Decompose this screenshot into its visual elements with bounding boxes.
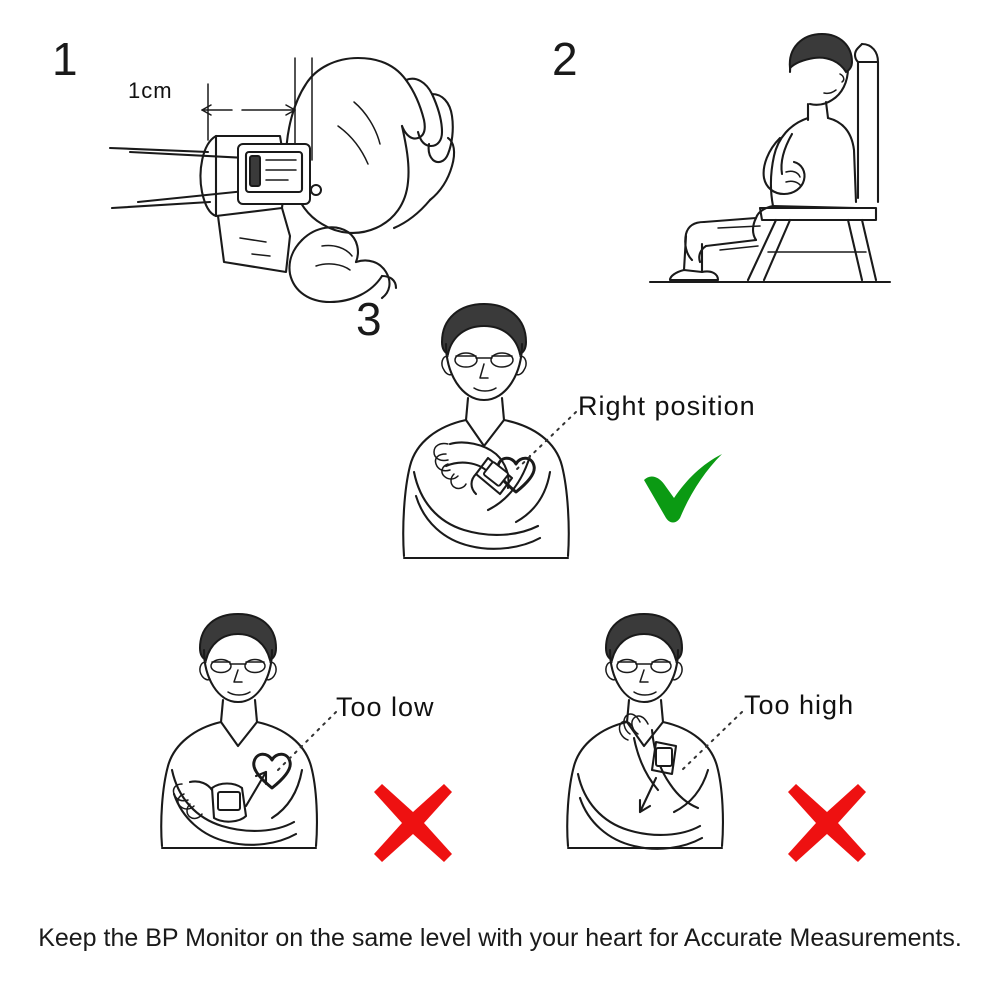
label-right-position: Right position [578,391,756,421]
incorrect-cross-mark-high [786,782,868,864]
step-1-number: 1 [52,33,78,85]
step-2-illustration [640,22,900,284]
label-too-low: Too low [336,692,435,722]
leader-line-too-high [676,706,748,782]
incorrect-cross-mark-low [372,782,454,864]
step-1-dimension-label: 1cm [128,78,173,103]
leader-line-right-position [512,400,582,480]
label-too-high: Too high [744,690,855,720]
bottom-caption: Keep the BP Monitor on the same level with your heart for Accurate Measurements. [38,924,962,952]
step-1-illustration [90,40,450,310]
step-3-number: 3 [356,293,382,345]
step-2-number: 2 [552,33,578,85]
leader-line-too-low [272,706,342,780]
correct-check-mark [640,452,730,524]
